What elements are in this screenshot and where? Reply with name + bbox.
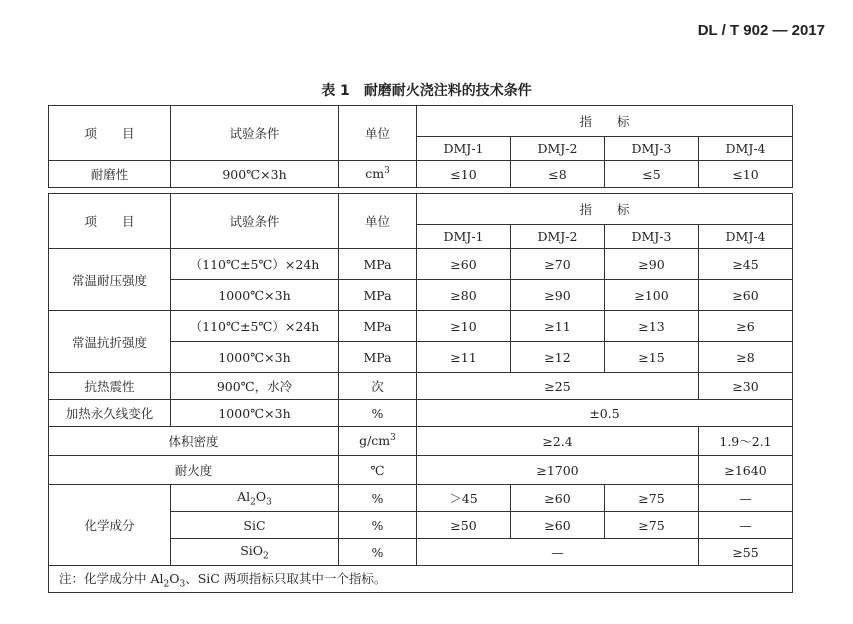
row-unit: %	[339, 512, 417, 539]
unit-sup: 3	[390, 433, 396, 444]
row-item: 体积密度	[49, 427, 339, 456]
row-item: 抗热震性	[49, 373, 171, 400]
row-value: ≥45	[699, 249, 793, 280]
row-value: —	[699, 512, 793, 539]
unit-base: g/cm	[359, 433, 391, 449]
row-value: ≥80	[417, 280, 511, 311]
row-condition: 1000℃×3h	[171, 400, 339, 427]
row-condition: （110℃±5℃）×24h	[171, 249, 339, 280]
header-grade: DMJ-2	[511, 225, 605, 249]
row-unit	[339, 427, 417, 456]
row-value: ≥15	[605, 342, 699, 373]
row-value: ≥60	[511, 512, 605, 539]
header-index: 指 标	[417, 106, 793, 137]
row-value: ≥90	[511, 280, 605, 311]
header-grade: DMJ-4	[699, 137, 793, 161]
row-item: 常温耐压强度	[49, 249, 171, 311]
table-row-wear	[49, 161, 793, 188]
row-value: ≥75	[605, 512, 699, 539]
row-value: ≥60	[511, 485, 605, 512]
header-unit: 单位	[339, 106, 417, 161]
table-row-linear-change	[49, 400, 793, 427]
row-value: ≥12	[511, 342, 605, 373]
table-row-density	[49, 427, 793, 456]
header-grade: DMJ-1	[417, 137, 511, 161]
row-unit: MPa	[339, 311, 417, 342]
row-unit: MPa	[339, 280, 417, 311]
row-value: ≥11	[511, 311, 605, 342]
header-item: 项 目	[49, 194, 171, 249]
table-number: 表 1	[321, 83, 350, 99]
row-value: ≤10	[417, 161, 511, 188]
spec-table	[48, 105, 793, 593]
table-title-text: 耐磨耐火浇注料的技术条件	[363, 83, 532, 99]
row-condition: 1000℃×3h	[171, 342, 339, 373]
row-component: SiC	[171, 512, 339, 539]
row-value: —	[699, 485, 793, 512]
row-unit: %	[339, 400, 417, 427]
header-row-1-repeat	[49, 194, 793, 225]
table-note: 注：化学成分中 $Al_2O_3$、SiC 两项指标只取其中一个指标。	[49, 566, 793, 593]
row-value: ≥6	[699, 311, 793, 342]
row-item: 耐磨性	[49, 161, 171, 188]
row-value: ≥60	[699, 280, 793, 311]
row-item: 耐火度	[49, 456, 339, 485]
row-item: 化学成分	[49, 485, 171, 566]
table-title	[0, 80, 853, 100]
row-condition: 1000℃×3h	[171, 280, 339, 311]
table-row-compressive-1	[49, 249, 793, 280]
header-grade: DMJ-3	[605, 137, 699, 161]
table-row-al2o3	[49, 485, 793, 512]
header-index: 指 标	[417, 194, 793, 225]
row-value: ≥1640	[699, 456, 793, 485]
row-value: ≥50	[417, 512, 511, 539]
row-value: 1.9～2.1	[699, 427, 793, 456]
row-value: ≥70	[511, 249, 605, 280]
header-unit: 单位	[339, 194, 417, 249]
row-unit: MPa	[339, 249, 417, 280]
unit-base: cm	[365, 166, 385, 182]
row-component: $Al_2O_3$	[171, 485, 339, 512]
table-row-thermal-shock	[49, 373, 793, 400]
table-row-flexural-1	[49, 311, 793, 342]
header-item: 项 目	[49, 106, 171, 161]
row-value: ≥100	[605, 280, 699, 311]
header-grade: DMJ-4	[699, 225, 793, 249]
row-value: ≥13	[605, 311, 699, 342]
row-value: ≥55	[699, 539, 793, 566]
header-grade: DMJ-1	[417, 225, 511, 249]
table-row-refractoriness	[49, 456, 793, 485]
row-unit: %	[339, 485, 417, 512]
row-value: ≤10	[699, 161, 793, 188]
row-unit: MPa	[339, 342, 417, 373]
document-code: DL / T 902 — 2017	[697, 22, 825, 39]
row-condition: 900℃×3h	[171, 161, 339, 188]
row-value: ≥10	[417, 311, 511, 342]
row-value: ≥8	[699, 342, 793, 373]
header-row-1	[49, 106, 793, 137]
row-value: ≤5	[605, 161, 699, 188]
row-value: ≥90	[605, 249, 699, 280]
unit-sup: 3	[384, 166, 390, 177]
row-value: ≥11	[417, 342, 511, 373]
row-unit: 次	[339, 373, 417, 400]
row-item: 常温抗折强度	[49, 311, 171, 373]
header-condition: 试验条件	[171, 106, 339, 161]
header-grade: DMJ-2	[511, 137, 605, 161]
row-unit	[339, 161, 417, 188]
row-value: ＞45	[417, 485, 511, 512]
row-value: ≥1700	[417, 456, 699, 485]
row-item: 加热永久线变化	[49, 400, 171, 427]
row-value: ≥25	[417, 373, 699, 400]
row-condition: （110℃±5℃）×24h	[171, 311, 339, 342]
row-value: ±0.5	[417, 400, 793, 427]
header-grade: DMJ-3	[605, 225, 699, 249]
row-value: ≤8	[511, 161, 605, 188]
row-unit: ℃	[339, 456, 417, 485]
row-component: SiO$_2$	[171, 539, 339, 566]
row-value: ≥75	[605, 485, 699, 512]
header-condition: 试验条件	[171, 194, 339, 249]
row-value: ≥30	[699, 373, 793, 400]
row-value: ≥2.4	[417, 427, 699, 456]
row-value: ≥60	[417, 249, 511, 280]
row-unit: %	[339, 539, 417, 566]
row-value: —	[417, 539, 699, 566]
table-row-note	[49, 566, 793, 593]
row-condition: 900℃，水冷	[171, 373, 339, 400]
